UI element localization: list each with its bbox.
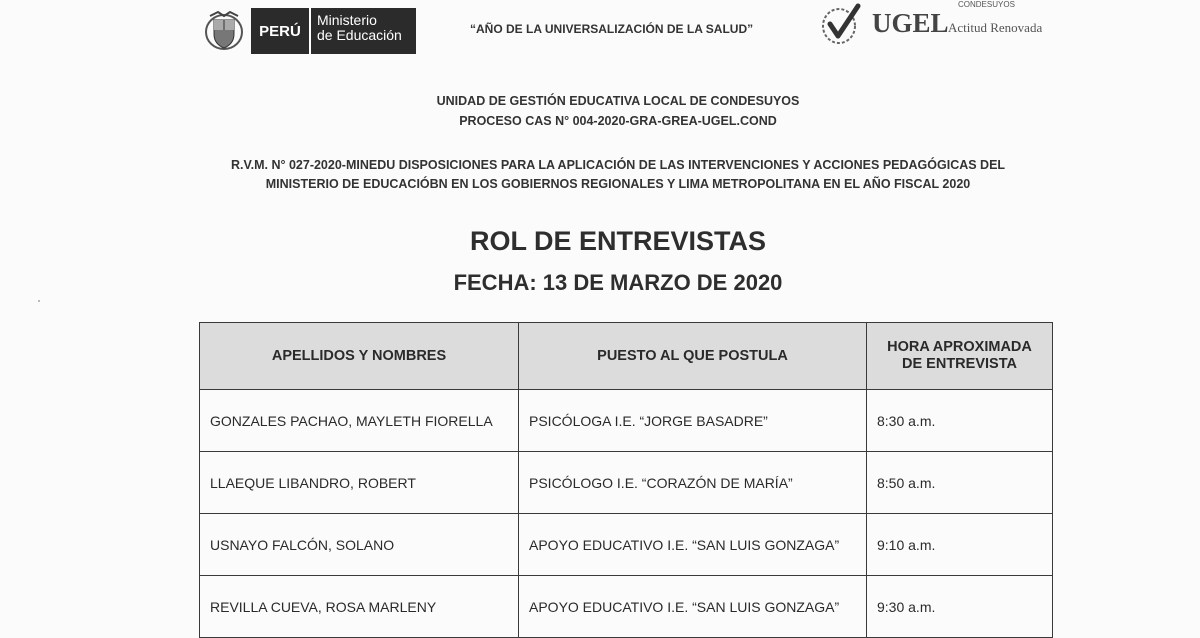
candidate-post: APOYO EDUCATIVO I.E. “SAN LUIS GONZAGA”	[519, 514, 867, 576]
candidate-name: USNAYO FALCÓN, SOLANO	[200, 514, 519, 576]
table-row	[200, 514, 1053, 576]
table-row	[200, 576, 1053, 638]
candidate-post: PSICÓLOGO I.E. “CORAZÓN DE MARÍA”	[519, 452, 867, 514]
minedu-name	[311, 8, 402, 54]
process-heading: PROCESO CAS N° 004-2020-GRA-GREA-UGEL.COND	[459, 114, 777, 128]
interview-time: 9:30 a.m.	[867, 576, 1053, 638]
table-row	[200, 452, 1053, 514]
page-title: ROL DE ENTREVISTAS	[469, 226, 767, 256]
rvm-line-1: R.V.M. N° 027-2020-MINEDU DISPOSICIONES PARA LA APLICACIÓN DE LAS INTERVENCIONES Y ACCIONES PEDAGÓGICAS DEL	[230, 158, 1006, 172]
header-name: APELLIDOS Y NOMBRES	[200, 323, 519, 390]
header-post: PUESTO AL QUE POSTULA	[519, 323, 867, 390]
table-row	[200, 390, 1053, 452]
ugel-checkmark-icon	[820, 2, 862, 46]
interview-schedule-table	[199, 322, 1053, 638]
year-motto: “AÑO DE LA UNIVERSALIZACIÓN DE LA SALUD”	[470, 22, 754, 36]
ugel-name: UGEL	[872, 8, 949, 38]
candidate-name: GONZALES PACHAO, MAYLETH FIORELLA	[200, 390, 519, 452]
candidate-name: LLAEQUE LIBANDRO, ROBERT	[200, 452, 519, 514]
candidate-post: APOYO EDUCATIVO I.E. “SAN LUIS GONZAGA”	[519, 576, 867, 638]
header-time-line2: DE ENTREVISTA	[902, 356, 1017, 372]
ugel-tagline: Actitud Renovada	[948, 20, 1043, 35]
header-time	[867, 323, 1053, 390]
ugel-region: CONDESUYOS	[958, 0, 1015, 9]
candidate-post: PSICÓLOGA I.E. “JORGE BASADRE”	[519, 390, 867, 452]
ugel-logo	[820, 0, 1045, 50]
minedu-country: PERÚ	[251, 8, 311, 54]
table-header-row	[200, 323, 1053, 390]
interview-time: 8:30 a.m.	[867, 390, 1053, 452]
rvm-line-2: MINISTERIO DE EDUCACIÓBN EN LOS GOBIERNOS REGIONALES Y LIMA METROPOLITANA EN EL AÑO FISCAL 2020	[265, 177, 971, 191]
interview-time: 9:10 a.m.	[867, 514, 1053, 576]
minedu-logo	[251, 8, 416, 54]
header-time-line1: HORA APROXIMADA	[887, 339, 1032, 355]
candidate-name: REVILLA CUEVA, ROSA MARLENY	[200, 576, 519, 638]
interview-date: FECHA: 13 DE MARZO DE 2020	[453, 270, 783, 295]
scan-speck	[38, 300, 40, 302]
interview-time: 8:50 a.m.	[867, 452, 1053, 514]
minedu-name-line1: Ministerio	[317, 12, 377, 28]
unit-heading: UNIDAD DE GESTIÓN EDUCATIVA LOCAL DE CONDESUYOS	[436, 94, 800, 108]
minedu-name-line2: de Educación	[317, 27, 402, 43]
peru-coat-of-arms-icon	[204, 10, 244, 52]
